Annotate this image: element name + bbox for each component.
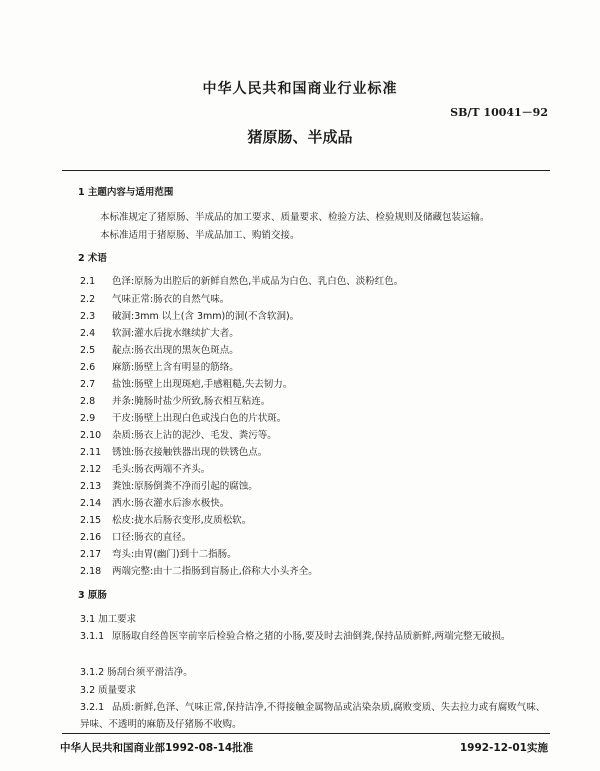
term-item: [80, 495, 229, 509]
term-text: 松皮:拢水后肠衣变形,皮质松软。: [112, 515, 252, 526]
term-item: [80, 376, 292, 390]
term-item: [80, 273, 403, 287]
section-1-paragraph-1: 本标准规定了猪原肠、半成品的加工要求、质量要求、检验方法、检验规则及储藏包装运输。: [100, 212, 490, 223]
term-item: [80, 427, 277, 441]
clause-3-2: 3.2 质量要求: [80, 685, 137, 696]
term-number: 2.2: [80, 294, 96, 305]
term-item: [80, 308, 299, 322]
term-number: 2.1: [80, 276, 96, 287]
term-number: 2.18: [80, 566, 102, 577]
clause-number: 3.1.1: [80, 631, 105, 642]
document-title: 猪原肠、半成品: [247, 128, 353, 146]
term-item: [80, 478, 258, 492]
effective-date: 1992-12-01实施: [459, 742, 548, 754]
term-number: 2.5: [80, 345, 96, 356]
issuer-title: 中华人民共和国商业行业标准: [202, 81, 398, 97]
footer-divider: [62, 733, 550, 734]
term-item: [80, 512, 251, 526]
section-3-heading: 3 原肠: [78, 590, 107, 601]
term-text: 破洞:3mm 以上(含 3mm)的洞(不含软洞)。: [112, 311, 300, 322]
term-number: 2.4: [80, 328, 96, 339]
term-item: [80, 546, 237, 560]
term-number: 2.12: [80, 464, 102, 475]
term-number: 2.17: [80, 549, 102, 560]
term-item: [80, 410, 286, 424]
term-text: 口径:肠衣的直径。: [112, 532, 192, 543]
clause-3-1-1: [80, 628, 552, 645]
term-text: 粪蚀:原肠倒粪不净而引起的腐蚀。: [112, 481, 258, 492]
clause-3-2-1: [80, 699, 552, 733]
term-number: 2.9: [80, 413, 96, 424]
term-number: 2.10: [80, 430, 102, 441]
term-number: 2.7: [80, 379, 96, 390]
term-text: 洒水:肠衣灌水后渗水极快。: [112, 498, 230, 509]
term-number: 2.15: [80, 515, 102, 526]
clause-3-1: 3.1 加工要求: [80, 614, 137, 625]
term-text: 弯头:由胃(幽门)到十二指肠。: [112, 549, 237, 560]
term-number: 2.11: [80, 447, 102, 458]
term-item: [80, 393, 270, 407]
term-text: 色泽:原肠为出腔后的新鲜自然色,半成品为白色、乳白色、淡粉红色。: [112, 276, 404, 287]
term-number: 2.3: [80, 311, 96, 322]
term-item: [80, 325, 239, 339]
header-divider: [62, 170, 550, 171]
term-item: [80, 444, 267, 458]
term-text: 并条:腌肠时盐少所致,肠衣相互粘连。: [112, 396, 271, 407]
term-number: 2.6: [80, 362, 96, 373]
term-text: 麻筋:肠壁上含有明显的筋络。: [112, 362, 239, 373]
section-1-heading: 1 主题内容与适用范围: [78, 187, 174, 198]
term-text: 干皮:肠壁上出现白色或浅白色的片状斑。: [112, 413, 287, 424]
term-text: 软洞:灌水后拢水继续扩大者。: [112, 328, 239, 339]
clause-text: 品质:新鲜,色泽、气味正常,保持洁净,不得接触金属物品或沾染杂质,腐败变质、失去拉力或有腐败气味、异味、不透明的麻筋及仔猪肠不收购。: [80, 702, 546, 730]
clause-number: 3.2.1: [80, 702, 105, 713]
approval-date: 中华人民共和国商业部1992-08-14批准: [60, 742, 254, 754]
term-text: 靛点:肠衣出现的黑灰色斑点。: [112, 345, 239, 356]
section-1-paragraph-2: 本标准适用于猪原肠、半成品加工、购销交接。: [100, 230, 300, 241]
term-text: 毛头:肠衣两端不齐头。: [112, 464, 211, 475]
term-text: 盐蚀:肠壁上出现斑疤,手感粗糙,失去韧力。: [112, 379, 293, 390]
term-item: [80, 563, 318, 577]
term-item: [80, 461, 210, 475]
term-text: 杂质:肠衣上沾的泥沙、毛发、粪污等。: [112, 430, 277, 441]
term-number: 2.14: [80, 498, 102, 509]
standard-number: SB/T 10041－92: [450, 106, 548, 119]
term-text: 两端完整:由十二指肠到盲肠止,俗称大小头齐全。: [112, 566, 318, 577]
clause-text: 原肠取自经兽医宰前宰后检验合格之猪的小肠,要及时去油倒粪,保持品质新鲜,两端完整无破损。: [112, 631, 511, 642]
term-item: [80, 359, 239, 373]
term-item: [80, 342, 239, 356]
term-item: [80, 291, 229, 305]
term-number: 2.16: [80, 532, 102, 543]
section-2-heading: 2 术语: [78, 253, 107, 264]
term-number: 2.13: [80, 481, 102, 492]
term-number: 2.8: [80, 396, 96, 407]
term-text: 气味正常:肠衣的自然气味。: [112, 294, 230, 305]
clause-3-1-2: 3.1.2 肠刮台须平滑洁净。: [80, 667, 193, 678]
term-item: [80, 529, 191, 543]
term-text: 锈蚀:肠衣接触铁器出现的铁锈色点。: [112, 447, 268, 458]
